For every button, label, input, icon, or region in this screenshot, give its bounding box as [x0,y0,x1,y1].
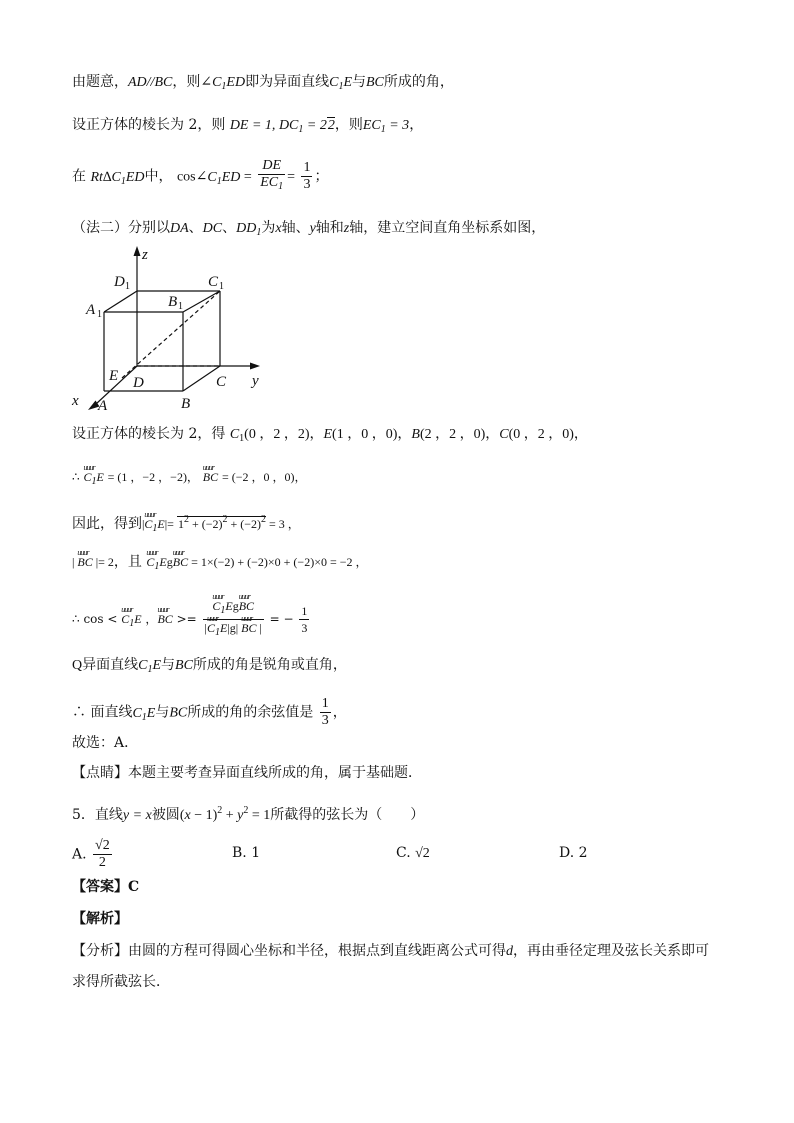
label-y: y [252,373,259,389]
text: 设正方体的棱长为 2，得 [72,426,226,442]
text: ，则 [334,117,363,133]
edge-c1b1 [183,291,220,312]
text-line-3: 在 $Rt\Delta C_1ED$中， $\cos\angle C_1ED$ = $\frac{DE}{EC_1}$ = $\frac{1}{3}$ ； [72,158,328,195]
text: 轴和 [315,220,344,236]
label-a1: A [86,302,96,318]
text: 为 [261,220,276,236]
text: （法二）分别以 [72,220,170,236]
fraction: $\frac{1}{3}$ [303,160,311,192]
text: ，且 [113,554,142,570]
option-d[interactable]: D. 2 [559,845,588,861]
math-line: y = x [122,808,152,823]
option-label: A. [72,846,87,863]
answer-line: 【答案】C [72,879,140,895]
text-line-4: （法二）分别以DA、DC、$DD_1$为x轴、y轴和z轴，建立空间直角坐标系如图， [72,220,546,238]
math-triangle: $Rt\Delta C_1ED$ [90,169,145,187]
text: 轴，建立空间直角坐标系如图， [349,220,546,236]
text-line-12: 故选：A． [72,735,139,751]
math-bc: BC [366,75,384,90]
text: 由题意， [72,74,128,90]
text-line-8 [72,548,368,577]
subscript: 1 [219,281,224,292]
math-cos: $\cos\angle C_1ED$ = [176,169,252,187]
math-dot-product: uuur $C_1Eg$ uuur BC = 1×(−2) + (−2)×0 + (−2)×0 = −2 ， [146,548,368,572]
remark-text: 【点睛】本题主要考查异面直线所成的角，属于基础题． [72,765,422,781]
text-line-11: ∴ 面直线$C_1E$与BC所成的角的余弦值是 $\frac{1}{3}$ ， [72,696,347,728]
y-axis-arrow [250,363,260,370]
text: 面直线 [90,704,133,721]
math-parallel: AD//BC [128,75,173,90]
option-c[interactable] [396,843,430,864]
text: 与 [352,74,366,90]
z-axis-arrow [134,246,141,256]
text: 、 [222,220,237,236]
label-x: x [72,393,79,409]
vector-bc: uuur BC [202,463,219,484]
text-line-6: ∴ uuur $C_1E = (1$ ，−2 ，−2)， uuur BC = (−2 ，0 ，0)， [72,467,306,492]
fraction: $\frac{DE}{EC_1}$ [260,158,284,192]
text-line-7 [72,510,300,539]
text: 所成的角， [383,74,454,90]
text-line-10: Q异面直线$C_1E$与BC所成的角是锐角或直角， [72,657,347,675]
analysis-heading: 【解析】 [72,911,128,927]
math-norm-c1e: | uuur $C_1E|= 1^2 + (-2)^2 + (-2)^2 = 3$ ， [142,510,300,534]
text: 、 [188,220,203,236]
text-line-9: ∴ cos < uuur $C_1E$ ， uuur BC >= uuur $C_1Eg$ uuur BC | uuur $C_1E|g|$ uuur BC | = − $\frac{1}{3}$ [72,598,311,641]
text: ，再由垂径定理及弦长关系即可 [513,943,709,959]
cube-coordinate-figure [70,242,270,414]
label-d: D [133,375,144,391]
fraction: $\frac{√2}{2}$ [95,838,110,870]
text: 轴、 [281,220,310,236]
text-line-5 [72,424,588,449]
fraction-cos: uuur $C_1Eg$ uuur BC | uuur $C_1E|g|$ uuur BC | [204,592,262,638]
text: 与 [161,657,176,673]
math-circle: $(x - 1)^2 + y^2 = 1$ [179,805,271,823]
math-points: $C_1(0$ ，2 ，2)，E(1 ，0 ，0)，B(2 ，2 ，0)，C(0 ，2 ，0)， [229,427,588,444]
text: 所成的角的余弦值是 [187,704,314,721]
subscript: 1 [178,301,183,312]
label-e: E [109,368,119,384]
label-z: z [142,247,148,263]
option-a[interactable] [72,838,114,871]
math-lengths: DE = 1, $DC_1 = 22$ [229,118,335,135]
analysis-line-1: 【分析】由圆的方程可得圆心坐标和半径，根据点到直线距离公式可得d，再由垂径定理及弦长关系即可 [72,943,709,959]
text-line-13 [72,763,422,783]
text: 即为异面直线 [245,74,330,90]
math-c1e: $C_1E$ [329,75,352,92]
text: 所成的角是锐角或直角， [192,657,347,673]
text: 因此，得到 [72,516,142,532]
label-c: C [216,374,227,390]
text: 与 [155,704,170,721]
label-c1: C [208,274,219,290]
subscript: 1 [97,309,102,320]
text: 中， [144,168,173,185]
edge-bc [183,366,220,391]
text: 设正方体的棱长为 2，则 [72,117,226,133]
vector-c1e: uuur $C_1E$ [83,463,104,487]
label-a: A [98,398,108,414]
fraction: $\frac{1}{3}$ [321,696,329,728]
text: 在 [72,168,86,185]
option-b[interactable]: B. 1 [232,845,261,861]
edge-d1a1 [104,291,137,312]
subscript: 1 [125,281,130,292]
question-5 [72,801,424,826]
label-b1: B [168,294,178,310]
analysis-line-2: 求得所截弦长． [72,974,170,990]
text: 被圆 [151,807,180,823]
text-line-1 [72,72,454,97]
text: 所截得的弦长为（ ） [270,807,425,823]
label-d1: D [114,274,125,290]
option-label: C. [396,845,411,861]
text-line-2: 设正方体的棱长为 2，则 DE = 1, $DC_1 = 22$，则$EC_1 = 3$， [72,117,424,135]
math-angle: $\angle C_1ED$ [200,75,246,92]
text: 5．直线 [72,807,123,823]
label-b: B [181,396,191,412]
text: 异面直线 [82,657,139,673]
fraction: $\frac{1}{3}$ [301,604,308,635]
option-value: √2 [415,846,430,861]
math-ec1: $EC_1 = 3$ [362,118,410,135]
math-norm-bc: | uuur BC |= 2 [72,548,114,569]
text: 【分析】由圆的方程可得圆心坐标和半径，根据点到直线距离公式可得 [72,943,506,959]
text: ，则 [172,74,201,90]
